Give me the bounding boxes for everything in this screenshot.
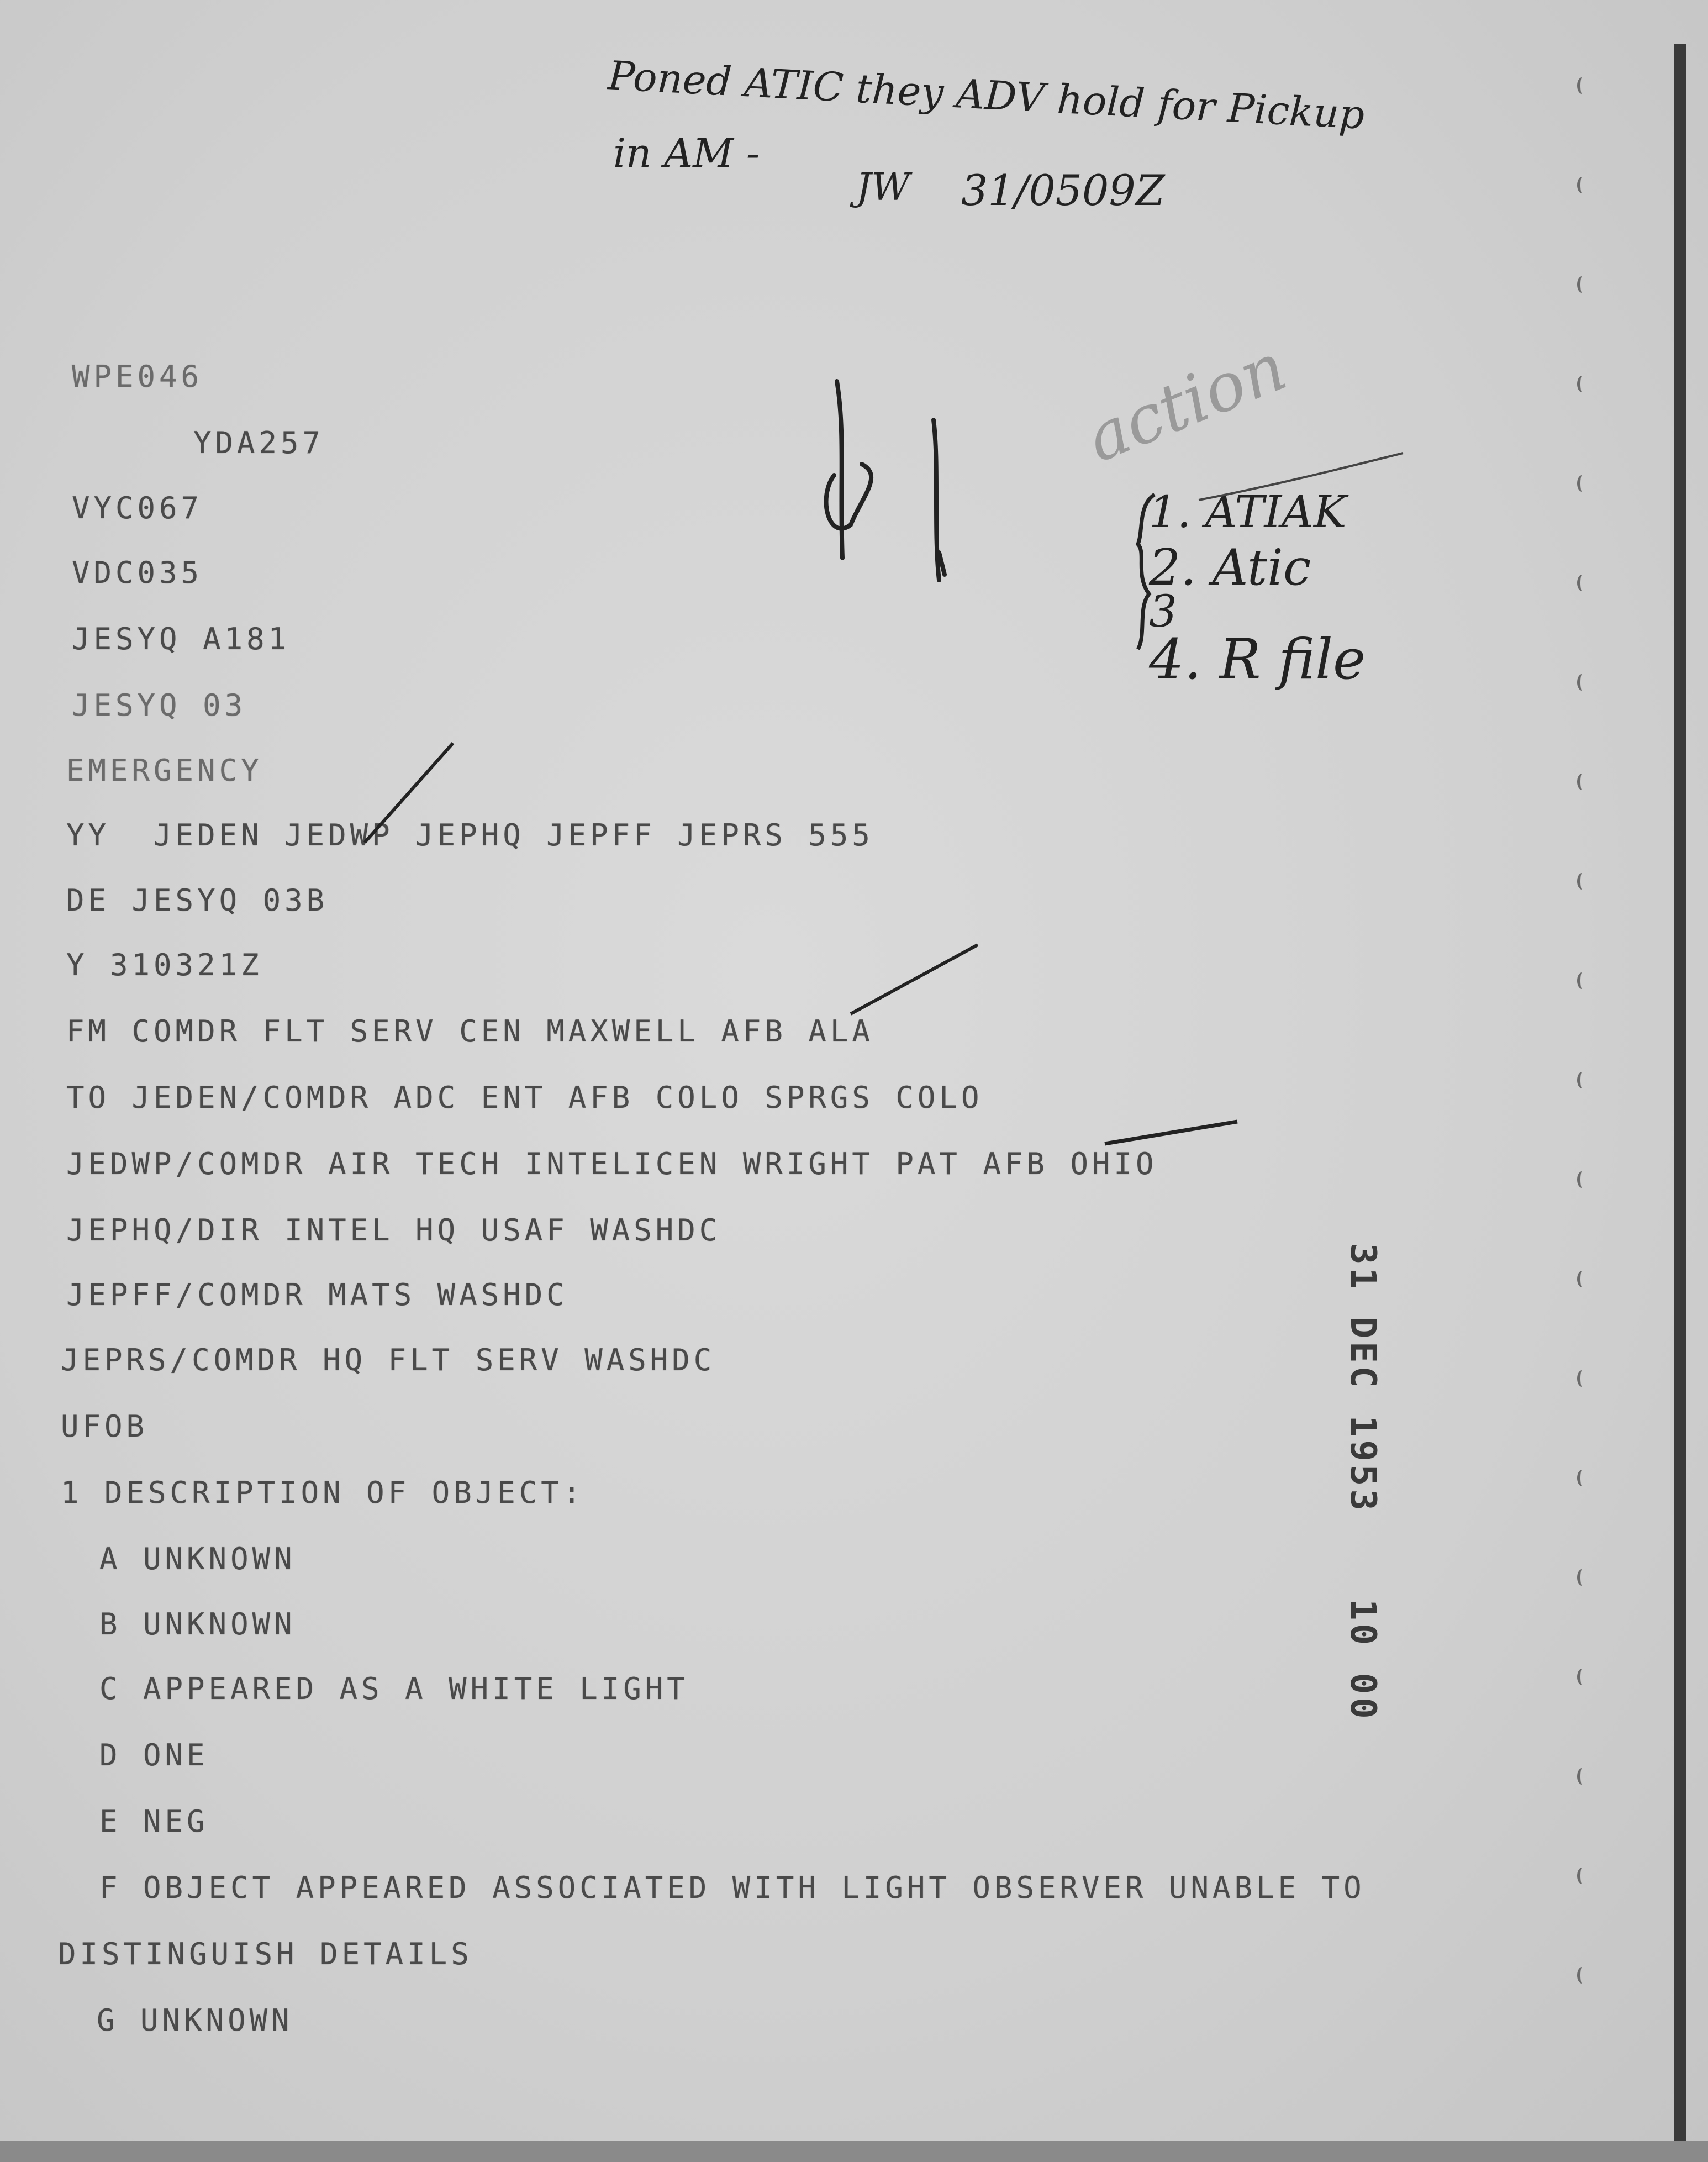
routing-item-2: 2. Atic bbox=[1149, 539, 1311, 597]
de-line: DE JESYQ 03B bbox=[66, 883, 329, 918]
routing-item-1: 1. ATIAK bbox=[1149, 486, 1347, 538]
routing-item-3: 3 bbox=[1149, 586, 1177, 637]
initial-scribble bbox=[826, 381, 945, 580]
header-line-1: WPE046 bbox=[72, 359, 203, 394]
check-mark-1 bbox=[365, 743, 453, 843]
stamp-time: 10 00 bbox=[1342, 1599, 1383, 1723]
item-b: B UNKNOWN bbox=[99, 1607, 296, 1642]
item-d: D ONE bbox=[99, 1738, 209, 1772]
handwritten-note-line1: Poned ATIC they ADV hold for Pickup bbox=[607, 52, 1366, 138]
item-e: E NEG bbox=[99, 1804, 209, 1839]
header-line-6: JESYQ 03 bbox=[72, 688, 247, 723]
stamp-date: 31 DEC 1953 bbox=[1342, 1243, 1383, 1514]
check-mark-2 bbox=[851, 945, 978, 1014]
header-line-5: JESYQ A181 bbox=[72, 622, 291, 656]
item-f-continued: DISTINGUISH DETAILS bbox=[58, 1937, 473, 1971]
action-underline bbox=[1199, 453, 1403, 500]
precedence-line: EMERGENCY bbox=[66, 753, 263, 788]
check-mark-3 bbox=[1105, 1122, 1237, 1144]
routing-item-4: 4. R file bbox=[1149, 627, 1366, 692]
from-line: FM COMDR FLT SERV CEN MAXWELL AFB ALA bbox=[66, 1014, 874, 1049]
item-g: G UNKNOWN bbox=[97, 2003, 293, 2038]
item-c: C APPEARED AS A WHITE LIGHT bbox=[99, 1671, 689, 1706]
handwritten-initials: JW bbox=[856, 166, 910, 209]
to-line-3: JEPHQ/DIR INTEL HQ USAF WASHDC bbox=[66, 1213, 721, 1248]
to-line-1: TO JEDEN/COMDR ADC ENT AFB COLO SPRGS COLO bbox=[66, 1080, 983, 1115]
item-f: F OBJECT APPEARED ASSOCIATED WITH LIGHT OBSERVER UNABLE TO bbox=[99, 1870, 1366, 1905]
handwritten-note-line2: in AM - bbox=[613, 130, 760, 176]
header-line-2: YDA257 bbox=[193, 425, 325, 460]
section-heading: 1 DESCRIPTION OF OBJECT: bbox=[61, 1475, 585, 1510]
subject-line: UFOB bbox=[61, 1409, 149, 1444]
to-line-4: JEPFF/COMDR MATS WASHDC bbox=[66, 1277, 568, 1312]
routing-line: YY JEDEN JEDWP JEPHQ JEPFF JEPRS 555 bbox=[66, 818, 874, 853]
handwritten-action: action bbox=[1076, 328, 1297, 478]
to-line-5: JEPRS/COMDR HQ FLT SERV WASHDC bbox=[61, 1343, 716, 1377]
handwritten-time: 31/0509Z bbox=[961, 166, 1165, 215]
dtg-line: Y 310321Z bbox=[66, 948, 263, 982]
item-a: A UNKNOWN bbox=[99, 1542, 296, 1576]
header-line-4: VDC035 bbox=[72, 555, 203, 590]
brace bbox=[1138, 495, 1155, 649]
header-line-3: VYC067 bbox=[72, 491, 203, 525]
to-line-2: JEDWP/COMDR AIR TECH INTELICEN WRIGHT PAT AFB OHIO bbox=[66, 1146, 1158, 1181]
